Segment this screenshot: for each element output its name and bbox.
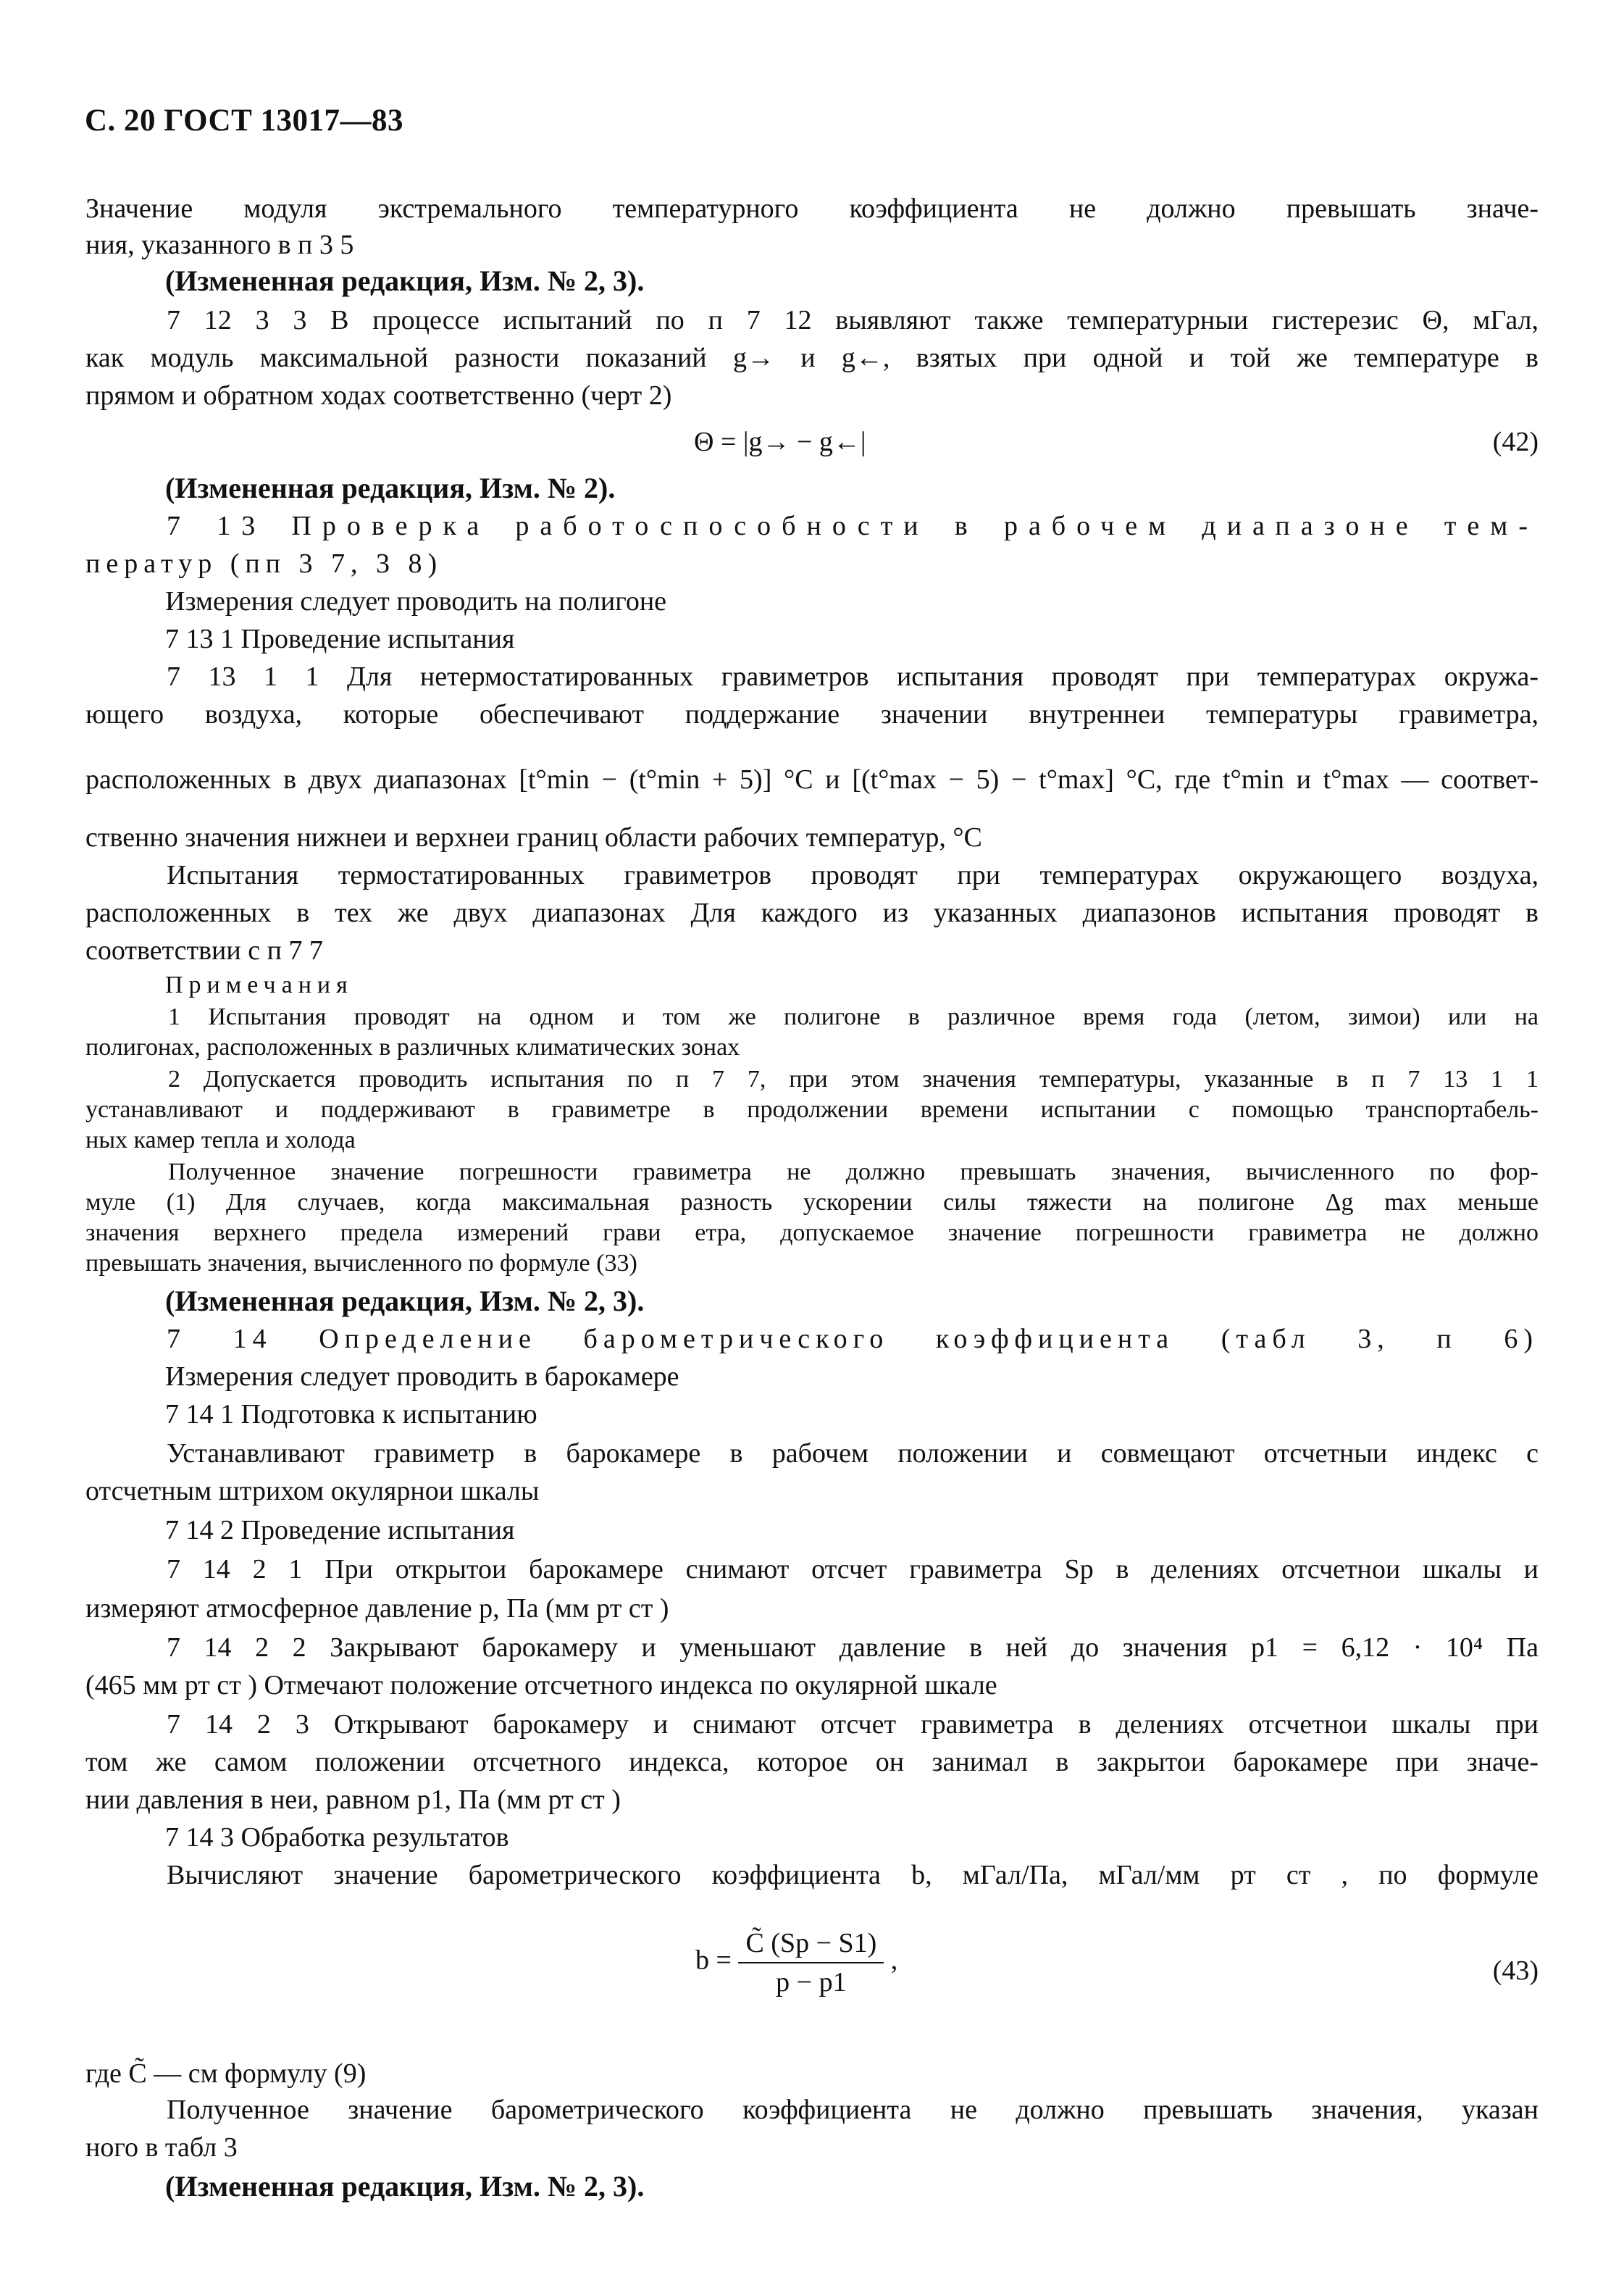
paragraph-line: расположенных в двух диапазонах [t°min − (t°min + 5)] °С и [(t°max − 5) − t°max] °С, где t°min и t°max — соответ-	[85, 764, 1539, 795]
note-line: устанавливают и поддерживают в гравиметре в продолжении времени испытании с помощью транспортабель-	[85, 1096, 1539, 1123]
paragraph-line: (465 мм рт ст ) Отмечают положение отсчетного индекса по окулярной шкале	[85, 1670, 997, 1700]
paragraph-line: ного в табл 3	[85, 2132, 238, 2163]
note-line: значения верхнего предела измерений грави етра, допускаемое значение погрешности гравиметра не должно	[85, 1219, 1539, 1246]
paragraph-line: том же самом положении отсчетного индекса, которое он занимал в закрытои барокамере при значе-	[85, 1747, 1539, 1777]
amendment-note: (Измененная редакция, Изм. № 2).	[165, 472, 616, 504]
note-line: 2 Допускается проводить испытания по п 7 7, при этом значения температуры, указанные в п 7 13 1 1	[168, 1066, 1539, 1093]
paragraph-line: ственно значения нижнеи и верхнеи границ области рабочих температур, °С	[85, 822, 982, 853]
subsection-title: 7 13 1 Проведение испытания	[165, 624, 515, 654]
paragraph-line: ния, указанного в п 3 5	[85, 230, 354, 260]
paragraph-line: 7 13 1 1 Для нетермостатированных гравиметров испытания проводят при температурах окружа-	[167, 661, 1539, 692]
paragraph-line: 7 12 3 3 В процессе испытаний по п 7 12 выявляют также температурныи гистерезис Θ, мГал,	[167, 305, 1539, 335]
equation-42: Θ = |g→ − g←|	[694, 427, 866, 457]
amendment-note: (Измененная редакция, Изм. № 2, 3).	[165, 1285, 645, 1317]
note-line: превышать значения, вычисленного по формуле (33)	[85, 1250, 637, 1277]
fraction-denominator: p − p1	[776, 1967, 847, 1998]
subsection-title: 7 14 2 Проведение испытания	[165, 1515, 515, 1545]
paragraph-line: Вычисляют значение барометрического коэффициента b, мГал/Па, мГал/мм рт ст , по формуле	[167, 1860, 1539, 1890]
paragraph-line: Измерения следует проводить в барокамере	[165, 1361, 679, 1392]
amendment-note: (Измененная редакция, Изм. № 2, 3).	[165, 2170, 645, 2203]
paragraph-line: Измерения следует проводить на полигоне	[165, 586, 667, 617]
notes-heading: Примечания	[165, 972, 353, 998]
note-line: ных камер тепла и холода	[85, 1127, 356, 1153]
section-title: 7 13 Проверка работоспособности в рабочем диапазоне тем-	[167, 511, 1539, 541]
paragraph-line: нии давления в неи, равном p1, Па (мм рт ст )	[85, 1784, 621, 1815]
paragraph-line: ющего воздуха, которые обеспечивают поддержание значении внутреннеи температуры гравиметра,	[85, 699, 1539, 730]
note-line: полигонах, расположенных в различных климатических зонах	[85, 1034, 740, 1061]
subsection-title: 7 14 1 Подготовка к испытанию	[165, 1399, 537, 1429]
section-title: 7 14 Определение барометрического коэффициента (табл 3, п 6)	[167, 1324, 1539, 1354]
paragraph-line: где C̃ — см формулу (9)	[85, 2058, 367, 2089]
paragraph-line: прямом и обратном ходах соответственно (черт 2)	[85, 380, 672, 411]
equation-number: (43)	[1492, 1955, 1539, 1986]
paragraph-line: как модуль максимальной разности показаний g→ и g←, взятых при одной и той же температуре в	[85, 343, 1539, 373]
paragraph-line: расположенных в тех же двух диапазонах Для каждого из указанных диапазонов испытания проводят в	[85, 898, 1539, 928]
subsection-title: 7 14 3 Обработка результатов	[165, 1822, 509, 1853]
note-line: Полученное значение погрешности гравиметра не должно превышать значения, вычисленного по фор-	[168, 1159, 1539, 1185]
equation-number: (42)	[1492, 427, 1539, 457]
paragraph-line: измеряют атмосферное давление p, Па (мм рт ст )	[85, 1593, 669, 1624]
section-title: ператур (пп 3 7, 3 8)	[85, 548, 443, 579]
paragraph-line: соответствии с п 7 7	[85, 935, 323, 966]
note-line: 1 Испытания проводят на одном и том же полигоне в различное время года (летом, зимои) или на	[168, 1003, 1539, 1030]
paragraph-line: 7 14 2 2 Закрывают барокамеру и уменьшают давление в ней до значения p1 = 6,12 · 10⁴ Па	[167, 1632, 1539, 1663]
paragraph-line: Устанавливают гравиметр в барокамере в рабочем положении и совмещают отсчетныи индекс с	[167, 1438, 1539, 1469]
page-header: С. 20 ГОСТ 13017—83	[85, 104, 404, 138]
paragraph-line: Значение модуля экстремального температурного коэффициента не должно превышать значе-	[85, 193, 1539, 224]
paragraph-line: 7 14 2 1 При открытои барокамере снимают отсчет гравиметра Sp в делениях отсчетнои шкалы и	[167, 1554, 1539, 1585]
equation-lhs: b =	[695, 1945, 732, 1976]
paragraph-line: Полученное значение барометрического коэффициента не должно превышать значения, указан	[167, 2095, 1539, 2125]
paragraph-line: отсчетным штрихом окулярнои шкалы	[85, 1476, 540, 1506]
equation-43	[695, 1927, 897, 1998]
amendment-note: (Измененная редакция, Изм. № 2, 3).	[165, 264, 645, 297]
paragraph-line: Испытания термостатированных гравиметров проводят при температурах окружающего воздуха,	[167, 860, 1539, 890]
equation-tail: ,	[890, 1945, 898, 1976]
equation-fraction	[738, 1927, 884, 1998]
note-line: муле (1) Для случаев, когда максимальная разность ускорении силы тяжести на полигоне Δg max меньше	[85, 1189, 1539, 1216]
fraction-numerator: C̃ (Sp − S1)	[738, 1927, 884, 1963]
paragraph-line: 7 14 2 3 Открывают барокамеру и снимают отсчет гравиметра в делениях отсчетнои шкалы при	[167, 1709, 1539, 1740]
